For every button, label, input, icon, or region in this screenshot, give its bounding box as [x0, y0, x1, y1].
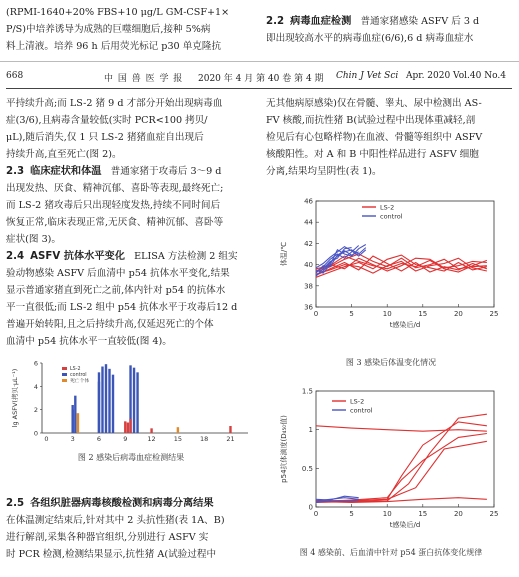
legend-label: LS-2	[380, 203, 395, 212]
right-column	[266, 95, 516, 180]
section-heading: 临床症状和体温	[30, 166, 102, 177]
bar	[133, 368, 135, 433]
figure-3-caption: 图 3 感染后体温变化情况	[345, 358, 437, 367]
legend-swatch	[62, 373, 67, 376]
text-line: 进行解剖,采集各种器官组织,分别进行 ASFV 实	[6, 532, 209, 543]
left-column	[6, 95, 256, 350]
y-axis-label: p54抗体滴度(D₄₅₀值)	[280, 415, 288, 483]
bar	[129, 419, 131, 433]
series-line	[316, 441, 487, 501]
bar	[77, 413, 79, 433]
x-tick-label: 5	[349, 310, 354, 318]
bar	[101, 367, 103, 434]
x-tick-label: 21	[226, 435, 235, 443]
bar	[74, 396, 76, 433]
text-line: 而 LS-2 猪攻毒后只出现轻度发热,持续不同时间后	[6, 200, 221, 211]
text-line: 无其他病原感染)仅在骨髓、睾丸、尿中检测出 AS-	[266, 98, 482, 109]
y-tick-label: 0	[33, 429, 38, 438]
text-line: 出现发热、厌食、精神沉郁、喜卧等表现,最终死亡;	[6, 183, 224, 194]
y-tick-label: 6	[33, 359, 38, 368]
x-tick-label: 5	[349, 510, 354, 518]
text-line: 持续升高,直至死亡(图 2)。	[6, 149, 122, 160]
x-tick-label: 15	[418, 510, 428, 518]
bar	[136, 372, 138, 433]
x-tick-label: 0	[313, 310, 319, 318]
text-line: μL),随后消失,仅 1 只 LS-2 猪猪血症自出现后	[6, 132, 204, 143]
text-line: 平一直很低;而 LS-2 组中 p54 抗体水平于攻毒后12 d	[6, 302, 238, 313]
x-tick-label: 15	[418, 310, 428, 318]
x-tick-label: 18	[200, 435, 209, 443]
y-tick-label: 0.5	[301, 464, 313, 473]
y-axis-label: lg ASFV(拷贝·μL⁻¹)	[11, 368, 19, 428]
legend-label: LS-2	[350, 397, 365, 406]
text-line: 分离,结果均呈阴性(表 1)。	[266, 166, 382, 177]
section-heading: ASFV 抗体水平变化	[30, 251, 125, 262]
legend-label: control	[350, 406, 373, 415]
y-tick-label: 36	[304, 303, 313, 312]
left-column-bottom	[6, 495, 258, 563]
y-tick-label: 2	[33, 406, 38, 415]
x-tick-label: 12	[147, 435, 156, 443]
x-tick-label: 0	[313, 510, 319, 518]
text-line: 普遍开始转阳,且之后持续升高,仅延迟死亡的个体	[6, 319, 214, 330]
legend-swatch	[62, 379, 67, 382]
text-line: 普通家猪感染 ASFV 后 3 d	[360, 16, 480, 27]
bar	[124, 421, 126, 433]
figure-4-chart	[276, 385, 506, 535]
x-tick-label: 9	[123, 435, 128, 443]
x-tick-label: 20	[453, 310, 463, 318]
legend-label: control	[380, 212, 403, 221]
legend-swatch	[62, 367, 67, 370]
x-axis-label: t感染后/d	[389, 521, 421, 529]
series-line	[316, 426, 487, 431]
legend-label: control	[70, 373, 87, 378]
x-axis-label: t感染后/d	[389, 321, 421, 329]
x-tick-label: 25	[489, 510, 499, 518]
top-right-text	[266, 13, 516, 47]
y-tick-label: 0	[308, 503, 313, 512]
x-tick-label: 10	[382, 510, 392, 518]
bar	[98, 382, 100, 433]
section-number: 2.3	[6, 166, 25, 177]
y-tick-label: 42	[304, 239, 313, 248]
issue-en: Apr. 2020 Vol.40 No.4	[406, 71, 506, 81]
figure-3-chart	[276, 195, 506, 335]
top-left-text	[6, 4, 258, 55]
section-heading: 病毒血症检测	[290, 16, 352, 27]
text-line: 核酸阳性。对 A 和 B 中阳性样品进行 ASFV 细胞	[266, 149, 479, 160]
bar	[71, 405, 73, 433]
y-tick-label: 46	[304, 197, 313, 206]
running-header	[6, 71, 516, 85]
bar	[105, 364, 107, 433]
y-tick-label: 38	[304, 282, 313, 291]
text-line: 检见后有心包略样物)在血液、骨髓等组织中 ASFV	[266, 132, 483, 143]
text-line: 血清中 p54 抗体水平一直较低(图 4)。	[6, 336, 172, 347]
plot-frame	[316, 391, 494, 507]
text-line: 症(3/6),且病毒含量较低(实时 PCR<100 拷贝/	[6, 115, 208, 126]
issue-cn: 2020 年 4 月 第 40 卷 第 4 期	[198, 74, 324, 84]
y-tick-label: 44	[304, 218, 313, 227]
y-tick-label: 1.5	[301, 387, 313, 396]
text-line: 验动物感染 ASFV 后血清中 p54 抗体水平变化,结果	[6, 268, 230, 279]
text-line: 即出现较高水平的病毒血症(6/6),6 d 病毒血症水	[266, 33, 474, 44]
bar	[108, 369, 110, 433]
y-tick-label: 40	[304, 261, 313, 270]
x-tick-label: 15	[173, 435, 183, 443]
text-line: 普通家猪于攻毒后 3～9 d	[110, 166, 222, 177]
text-line: P/S)中培养诱导为成熟的巨噬细胞后,接种 5%病	[6, 24, 211, 35]
text-line: 料上清液。培养 96 h 后用荧光标记 p30 单克隆抗	[6, 41, 222, 52]
bar	[229, 426, 231, 433]
figure-2-chart	[8, 355, 256, 445]
x-tick-label: 3	[70, 435, 75, 443]
x-tick-label: 10	[382, 310, 392, 318]
plot-frame	[316, 201, 494, 307]
section-number: 2.5	[6, 498, 25, 509]
page-number: 668	[6, 71, 24, 81]
figure-2-caption: 图 2 感染后病毒血症检测结果	[77, 453, 185, 462]
series-line	[316, 434, 487, 502]
text-line: 显示普通家猪直到死亡之前,体内针对 p54 的抗体水	[6, 285, 226, 296]
bar	[127, 423, 129, 434]
text-line: (RPMI-1640+20% FBS+10 μg/L GM-CSF+1×	[6, 7, 230, 18]
y-tick-label: 4	[33, 382, 38, 391]
x-tick-label: 0	[44, 435, 49, 443]
legend-label: 死亡个体	[70, 379, 90, 384]
journal-en: Chin J Vet Sci	[336, 71, 399, 81]
y-tick-label: 1	[308, 426, 313, 435]
bar	[150, 428, 152, 433]
section-number: 2.4	[6, 251, 25, 262]
text-line: 平持续升高;而 LS-2 猪 9 d 才部分开始出现病毒血	[6, 98, 223, 109]
journal-title: 中 国 兽 医 学 报	[104, 74, 184, 84]
text-line: 恢复正常,临床表现正常,无厌食、精神沉郁、喜卧等	[6, 217, 224, 228]
bar	[112, 375, 114, 433]
text-line: 在体温测定结束后,针对其中 2 头抗性猪(表 1A、B)	[6, 515, 225, 526]
header-rule	[6, 88, 512, 89]
figure-4-caption: 图 4 感染前、后血清中针对 p54 蛋白抗体变化规律	[299, 548, 483, 557]
text-line: 时 PCR 检测,检测结果显示,抗性猪 A(试验过程中	[6, 549, 217, 560]
text-line: FV 核酸,而抗性猪 B(试验过程中出现体重减轻,剖	[266, 115, 476, 126]
x-tick-label: 6	[96, 435, 102, 443]
x-tick-label: 20	[453, 510, 463, 518]
divider	[0, 61, 519, 62]
section-heading: 各组织脏器病毒核酸检测和病毒分离结果	[30, 498, 214, 509]
x-tick-label: 25	[489, 310, 499, 318]
bar	[177, 427, 179, 433]
text-line: ELISA 方法检测 2 组实	[134, 251, 238, 262]
legend-label: LS-2	[70, 367, 81, 372]
section-number: 2.2	[266, 16, 285, 27]
text-line: 症状(图 3)。	[6, 234, 62, 245]
y-axis-label: 体温/℃	[280, 241, 288, 267]
